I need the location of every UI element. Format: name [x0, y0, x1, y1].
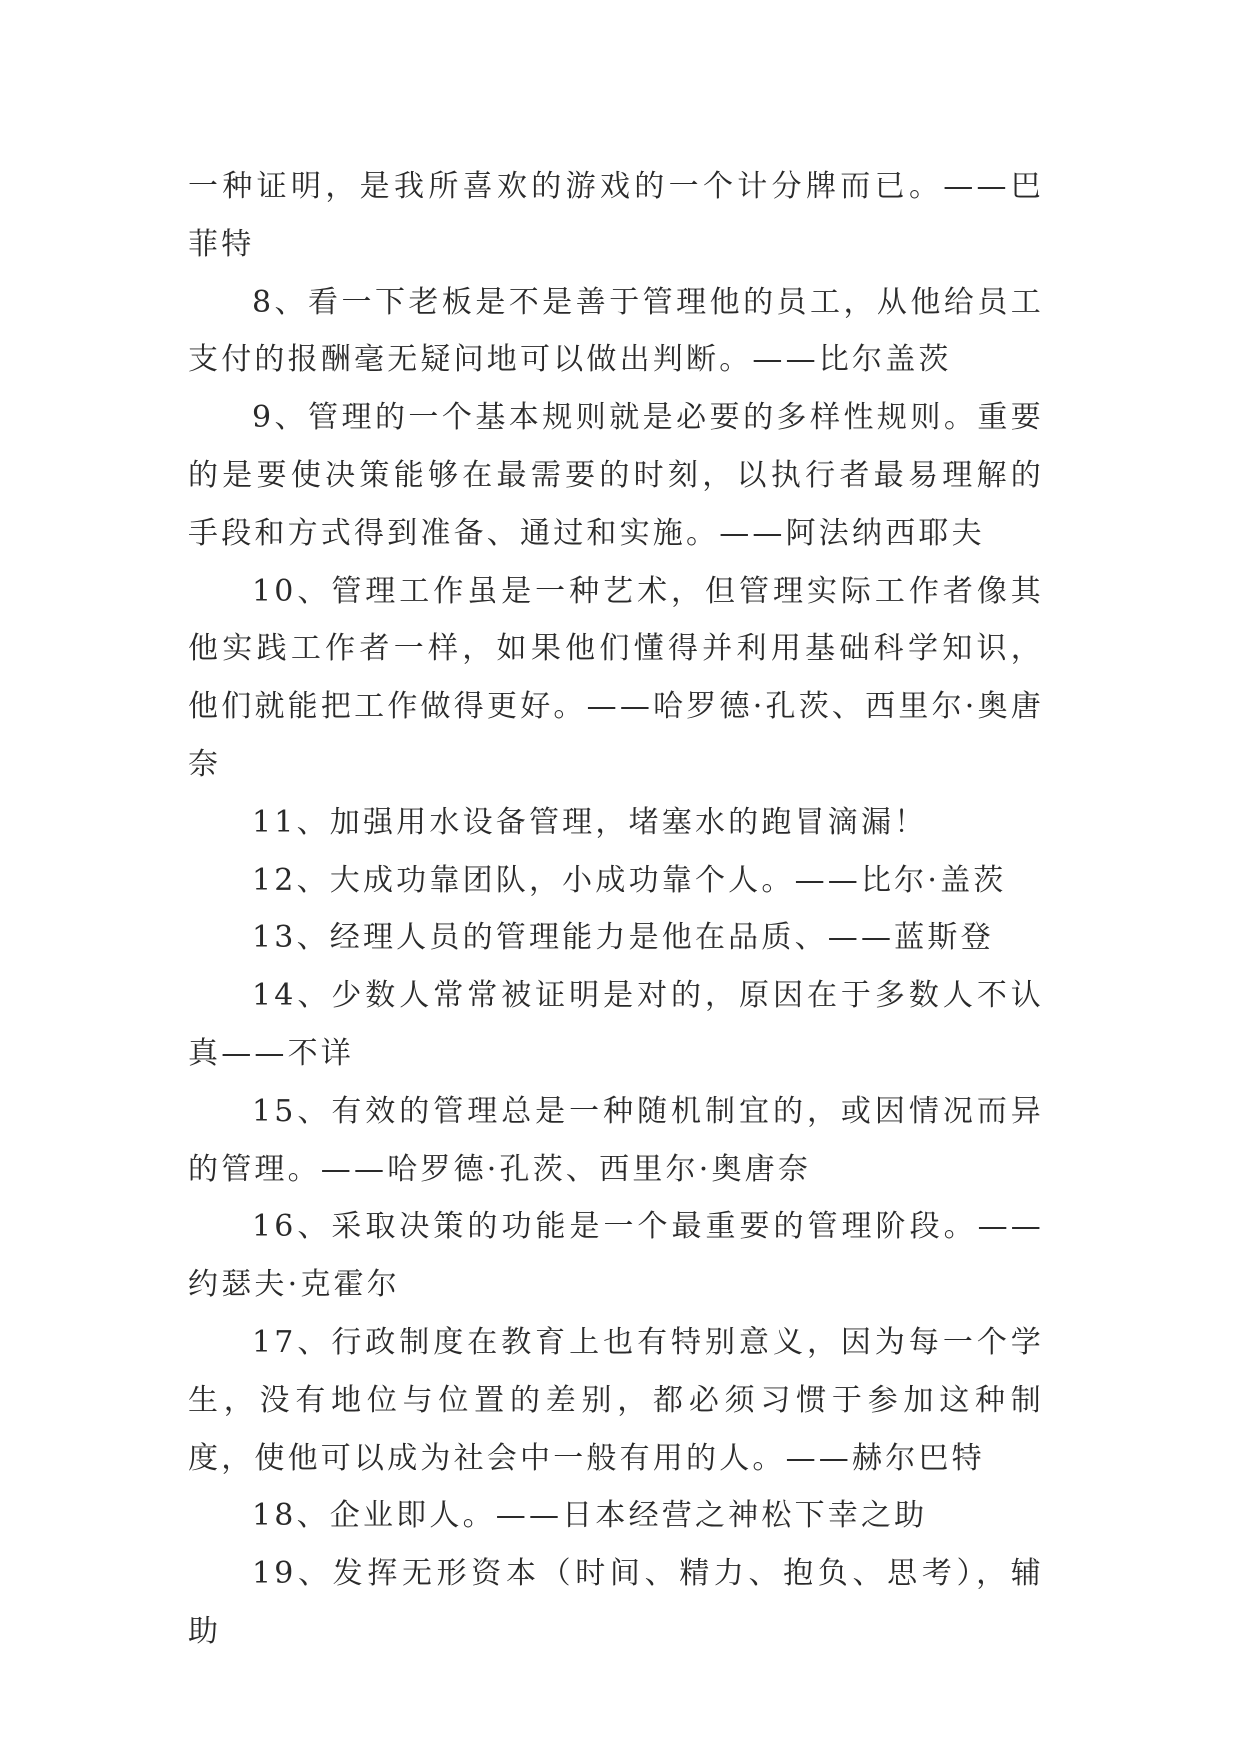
- paragraph-item-15: 15、有效的管理总是一种随机制宜的，或因情况而异的管理。——哈罗德·孔茨、西里尔·奥唐奈: [188, 1093, 1044, 1187]
- paragraph-item-19: 19、发挥无形资本（时间、精力、抱负、思考），辅助: [188, 1556, 1044, 1649]
- document-body: [188, 158, 1044, 1661]
- paragraph-item-12: 12、大成功靠团队，小成功靠个人。——比尔·盖茨: [252, 862, 1007, 898]
- paragraph-continuation: 一种证明，是我所喜欢的游戏的一个计分牌而已。——巴菲特: [188, 169, 1044, 262]
- paragraph-item-11: 11、加强用水设备管理，堵塞水的跑冒滴漏！: [252, 804, 928, 840]
- paragraph-item-8: 8、看一下老板是不是善于管理他的员工，从他给员工支付的报酬毫无疑问地可以做出判断。——比尔盖茨: [188, 284, 1044, 378]
- paragraph-item-14: 14、少数人常常被证明是对的，原因在于多数人不认真——不详: [188, 978, 1044, 1071]
- paragraph-item-18: 18、企业即人。——日本经营之神松下幸之助: [252, 1498, 928, 1534]
- paragraph-item-13: 13、经理人员的管理能力是他在品质、——蓝斯登: [252, 920, 994, 956]
- paragraph-item-10: 10、管理工作虽是一种艺术，但管理实际工作者像其他实践工作者一样，如果他们懂得并利用基础科学知识，他们就能把工作做得更好。——哈罗德·孔茨、西里尔·奥唐奈: [188, 573, 1044, 782]
- paragraph-item-16: 16、采取决策的功能是一个最重要的管理阶段。——约瑟夫·克霍尔: [188, 1209, 1044, 1303]
- paragraph-item-9: 9、管理的一个基本规则就是必要的多样性规则。重要的是要使决策能够在最需要的时刻，以执行者最易理解的手段和方式得到准备、通过和实施。——阿法纳西耶夫: [188, 400, 1044, 551]
- paragraph-item-17: 17、行政制度在教育上也有特别意义，因为每一个学生，没有地位与位置的差别，都必须习惯于参加这种制度，使他可以成为社会中一般有用的人。——赫尔巴特: [188, 1324, 1044, 1476]
